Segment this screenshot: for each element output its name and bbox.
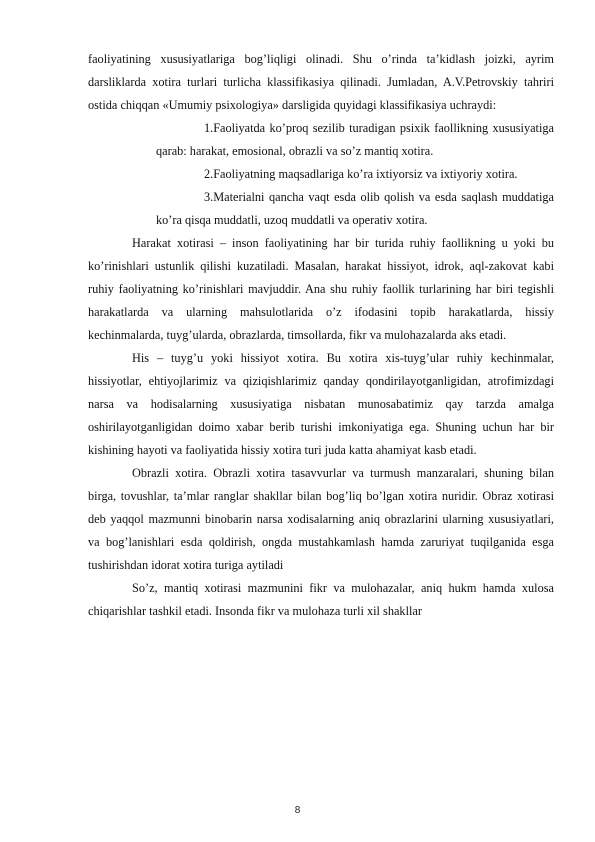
paragraph-intro: faoliyatining xususiyatlariga bog’liqligi olinadi. Shu o’rinda ta’kidlash joizki, ayrim darsliklarda xotira turlari turlicha klassifikasiya qilinadi. Jumladan, A.V.Petrovskiy tahriri ostida chiqqan «Umumiy psixologiya» darsligida quyidagi klassifikasiya uchraydi: [88,52,554,112]
page-number: 8 [294,805,301,816]
paragraph-obrazli-xotira: Obrazli xotira. Obrazli xotira tasavvurlar va turmush manzaralari, shuning bilan birga, tovushlar, ta’mlar ranglar shakllar bilan bog’liq bo’lgan xotira nuridir. Obraz xotirasi deb yaqqol mazmunni binobarin narsa xodisalarning aniq obrazlarini ularning xususiyatlari, va bog’lanishlari esda qoldirish, ongda mustahkamlash hamda zaruriyat tuqilganida esga tushirishdan idorat xotira turiga aytiladi [88,466,554,572]
paragraph-harakat-xotirasi: Harakat xotirasi – inson faoliyatining har bir turida ruhiy faollikning u yoki bu ko’rinishlari ustunlik qilishi kuzatiladi. Masalan, harakat hissiyot, idrok, aql-zakovat kabi ruhiy faoliyatning ko’rinishlari mavjuddir. Ana shu ruhiy faollik turlarining har biri tegishli harakatlarda va ularning mahsulotlarida o’z ifodasini topib harakatlarda, hissiy kechinmalarda, tuyg’ularda, obrazlarda, timsollarda, fikr va mulohazalarda aks etadi. [88,236,554,342]
paragraph-soz-mantiq-xotirasi: So’z, mantiq xotirasi mazmunini fikr va mulohazalar, aniq hukm hamda xulosa chiqarishlar tashkil etadi. Insonda fikr va mulohaza turli xil shakllar [88,581,554,618]
list-item-1: 1.Faoliyatda ko’proq sezilib turadigan psixik faollikning xususiyatiga qarab: harakat, emosional, obrazli va so’z mantiq xotira. [156,121,554,158]
document-page [88,48,554,623]
list-item-3: 3.Materialni qancha vaqt esda olib qolish va esda saqlash muddatiga ko’ra qisqa muddatli, uzoq muddatli va operativ xotira. [156,190,554,227]
list-item-2: 2.Faoliyatning maqsadlariga ko’ra ixtiyorsiz va ixtiyoriy xotira. [204,167,518,181]
paragraph-hissiy-xotira: His – tuyg’u yoki hissiyot xotira. Bu xotira xis-tuyg’ular ruhiy kechinmalar, hissiyotlar, ehtiyojlarimiz va qiziqishlarimiz qanday qondirilayotganligidan, atrofimizdagi narsa va hodisalarning xususiyatiga nisbatan munosabatimiz qay tarzda amalga oshirilayotganligidan doimo xabar berib turishi imkoniyatiga ega. Shuning uchun har bir kishining hayoti va faoliyatida hissiy xotira turi juda katta ahamiyat kasb etadi. [88,351,554,457]
